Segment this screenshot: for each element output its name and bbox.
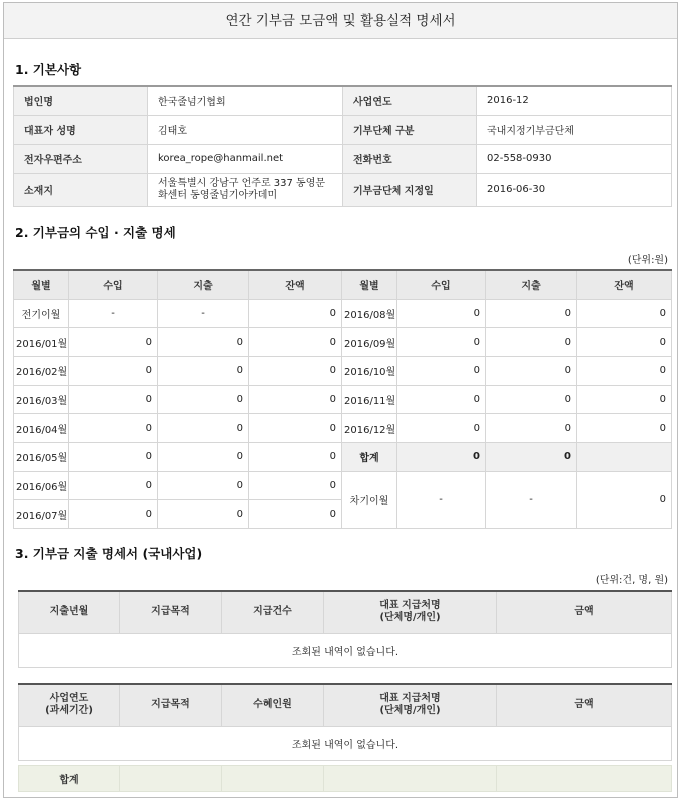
phone-label: 전화번호 bbox=[343, 144, 477, 173]
col-expense-month-header: 지출년월 bbox=[19, 591, 120, 633]
month-cell: 2016/03월 bbox=[14, 385, 69, 414]
month-cell: 2016/07월 bbox=[14, 500, 69, 529]
balance-cell: 0 bbox=[577, 356, 672, 385]
section2-unit: (단위:원) bbox=[627, 255, 668, 266]
table-row bbox=[14, 471, 672, 500]
expense-cell: 0 bbox=[486, 385, 577, 414]
table-row bbox=[14, 328, 672, 357]
domestic-expense-table bbox=[18, 590, 672, 668]
business-year-header-text: 사업연도 (과세기간) bbox=[45, 693, 93, 717]
balance-cell: 0 bbox=[249, 385, 342, 414]
expense-cell: 0 bbox=[158, 442, 249, 471]
total-label: 합계 bbox=[342, 442, 397, 471]
month-cell: 전기이월 bbox=[14, 299, 69, 328]
balance-cell: 0 bbox=[249, 500, 342, 529]
expense-cell: 0 bbox=[158, 356, 249, 385]
col-month-header: 월별 bbox=[342, 270, 397, 299]
income-expense-header-row bbox=[14, 270, 672, 299]
sum-cell bbox=[497, 766, 672, 792]
col-expense-header: 지출 bbox=[158, 270, 249, 299]
sum-cell bbox=[120, 766, 222, 792]
month-cell: 2016/01월 bbox=[14, 328, 69, 357]
sum-table bbox=[18, 765, 672, 792]
month-cell: 2016/02월 bbox=[14, 356, 69, 385]
balance-cell: 0 bbox=[249, 299, 342, 328]
balance-cell: 0 bbox=[249, 471, 342, 500]
email-value: korea_rope@hanmail.net bbox=[148, 144, 343, 173]
page-title: 연간 기부금 모금액 및 활용실적 명세서 bbox=[4, 3, 677, 39]
fiscal-year-label: 사업연도 bbox=[343, 86, 477, 115]
income-cell: 0 bbox=[69, 385, 158, 414]
designation-date-label: 기부금단체 지정일 bbox=[343, 173, 477, 206]
statement-page bbox=[3, 2, 678, 798]
beneficiary-header-row bbox=[19, 684, 672, 726]
empty-row bbox=[19, 726, 672, 760]
income-cell: 0 bbox=[397, 356, 486, 385]
email-label: 전자우편주소 bbox=[14, 144, 148, 173]
balance-cell: 0 bbox=[249, 414, 342, 443]
balance-cell: 0 bbox=[577, 414, 672, 443]
col-payee-header bbox=[324, 591, 497, 633]
section2-title: 2. 기부금의 수입 · 지출 명세 bbox=[15, 225, 176, 240]
basic-info-table bbox=[13, 85, 672, 207]
empty-message: 조회된 내역이 없습니다. bbox=[19, 726, 672, 760]
col-balance-header: 잔액 bbox=[577, 270, 672, 299]
income-cell: 0 bbox=[69, 500, 158, 529]
col-expense-header: 지출 bbox=[486, 270, 577, 299]
expense-cell: 0 bbox=[486, 356, 577, 385]
col-count-header: 지급건수 bbox=[222, 591, 324, 633]
representative-value: 김태호 bbox=[148, 115, 343, 144]
col-purpose-header: 지급목적 bbox=[120, 591, 222, 633]
basic-info-row bbox=[14, 144, 672, 173]
carry-forward-expense: - bbox=[486, 471, 577, 528]
payee-header-text: 대표 지급처명 (단체명/개인) bbox=[379, 600, 441, 624]
phone-value: 02-558-0930 bbox=[477, 144, 672, 173]
table-row bbox=[14, 356, 672, 385]
representative-label: 대표자 성명 bbox=[14, 115, 148, 144]
col-income-header: 수입 bbox=[397, 270, 486, 299]
col-payee-header bbox=[324, 684, 497, 726]
month-cell: 2016/04월 bbox=[14, 414, 69, 443]
col-amount-header: 금액 bbox=[497, 684, 672, 726]
address-value: 서울특별시 강남구 언주로 337 동영문화센터 동영줄넘기아카데미 bbox=[148, 173, 343, 206]
income-cell: 0 bbox=[397, 299, 486, 328]
empty-message: 조회된 내역이 없습니다. bbox=[19, 633, 672, 667]
col-beneficiaries-header: 수혜인원 bbox=[222, 684, 324, 726]
carry-forward-balance: 0 bbox=[577, 471, 672, 528]
expense-cell: 0 bbox=[158, 385, 249, 414]
table-row bbox=[14, 385, 672, 414]
sum-cell bbox=[222, 766, 324, 792]
section3-unit: (단위:건, 명, 원) bbox=[595, 575, 668, 586]
sum-cell bbox=[324, 766, 497, 792]
col-balance-header: 잔액 bbox=[249, 270, 342, 299]
col-business-year-header bbox=[19, 684, 120, 726]
balance-cell: 0 bbox=[577, 385, 672, 414]
month-cell: 2016/08월 bbox=[342, 299, 397, 328]
expense-cell: - bbox=[158, 299, 249, 328]
income-cell: 0 bbox=[69, 356, 158, 385]
corp-name-value: 한국줄넘기협회 bbox=[148, 86, 343, 115]
payee-header-text: 대표 지급처명 (단체명/개인) bbox=[379, 693, 441, 717]
org-type-label: 기부단체 구분 bbox=[343, 115, 477, 144]
month-cell: 2016/06월 bbox=[14, 471, 69, 500]
balance-cell: 0 bbox=[249, 442, 342, 471]
section3-title: 3. 기부금 지출 명세서 (국내사업) bbox=[15, 546, 203, 561]
month-cell: 2016/10월 bbox=[342, 356, 397, 385]
table-row bbox=[14, 442, 672, 471]
month-cell: 2016/12월 bbox=[342, 414, 397, 443]
col-month-header: 월별 bbox=[14, 270, 69, 299]
domestic-expense-header-row bbox=[19, 591, 672, 633]
income-cell: 0 bbox=[69, 414, 158, 443]
total-income: 0 bbox=[397, 442, 486, 471]
sum-label: 합계 bbox=[19, 766, 120, 792]
col-amount-header: 금액 bbox=[497, 591, 672, 633]
balance-cell: 0 bbox=[577, 328, 672, 357]
expense-cell: 0 bbox=[486, 299, 577, 328]
month-cell: 2016/11월 bbox=[342, 385, 397, 414]
carry-forward-income: - bbox=[397, 471, 486, 528]
balance-cell: 0 bbox=[249, 328, 342, 357]
table-row bbox=[14, 414, 672, 443]
basic-info-row bbox=[14, 115, 672, 144]
balance-cell: 0 bbox=[577, 299, 672, 328]
beneficiary-table bbox=[18, 683, 672, 761]
income-cell: - bbox=[69, 299, 158, 328]
income-cell: 0 bbox=[397, 414, 486, 443]
total-expense: 0 bbox=[486, 442, 577, 471]
address-label: 소재지 bbox=[14, 173, 148, 206]
income-cell: 0 bbox=[69, 442, 158, 471]
basic-info-row bbox=[14, 86, 672, 115]
col-purpose-header: 지급목적 bbox=[120, 684, 222, 726]
income-cell: 0 bbox=[69, 471, 158, 500]
corp-name-label: 법인명 bbox=[14, 86, 148, 115]
income-cell: 0 bbox=[397, 385, 486, 414]
expense-cell: 0 bbox=[158, 471, 249, 500]
empty-row bbox=[19, 633, 672, 667]
carry-forward-label: 차기이월 bbox=[342, 471, 397, 528]
org-type-value: 국내지정기부금단체 bbox=[477, 115, 672, 144]
balance-cell: 0 bbox=[249, 356, 342, 385]
table-row bbox=[14, 299, 672, 328]
col-income-header: 수입 bbox=[69, 270, 158, 299]
fiscal-year-value: 2016-12 bbox=[477, 86, 672, 115]
month-cell: 2016/09월 bbox=[342, 328, 397, 357]
income-cell: 0 bbox=[397, 328, 486, 357]
income-cell: 0 bbox=[69, 328, 158, 357]
expense-cell: 0 bbox=[158, 414, 249, 443]
month-cell: 2016/05월 bbox=[14, 442, 69, 471]
section1-title: 1. 기본사항 bbox=[15, 62, 82, 77]
expense-cell: 0 bbox=[486, 414, 577, 443]
expense-cell: 0 bbox=[158, 500, 249, 529]
basic-info-row bbox=[14, 173, 672, 206]
sum-row bbox=[19, 766, 672, 792]
expense-cell: 0 bbox=[486, 328, 577, 357]
total-balance bbox=[577, 442, 672, 471]
designation-date-value: 2016-06-30 bbox=[477, 173, 672, 206]
expense-cell: 0 bbox=[158, 328, 249, 357]
income-expense-table bbox=[13, 269, 672, 529]
